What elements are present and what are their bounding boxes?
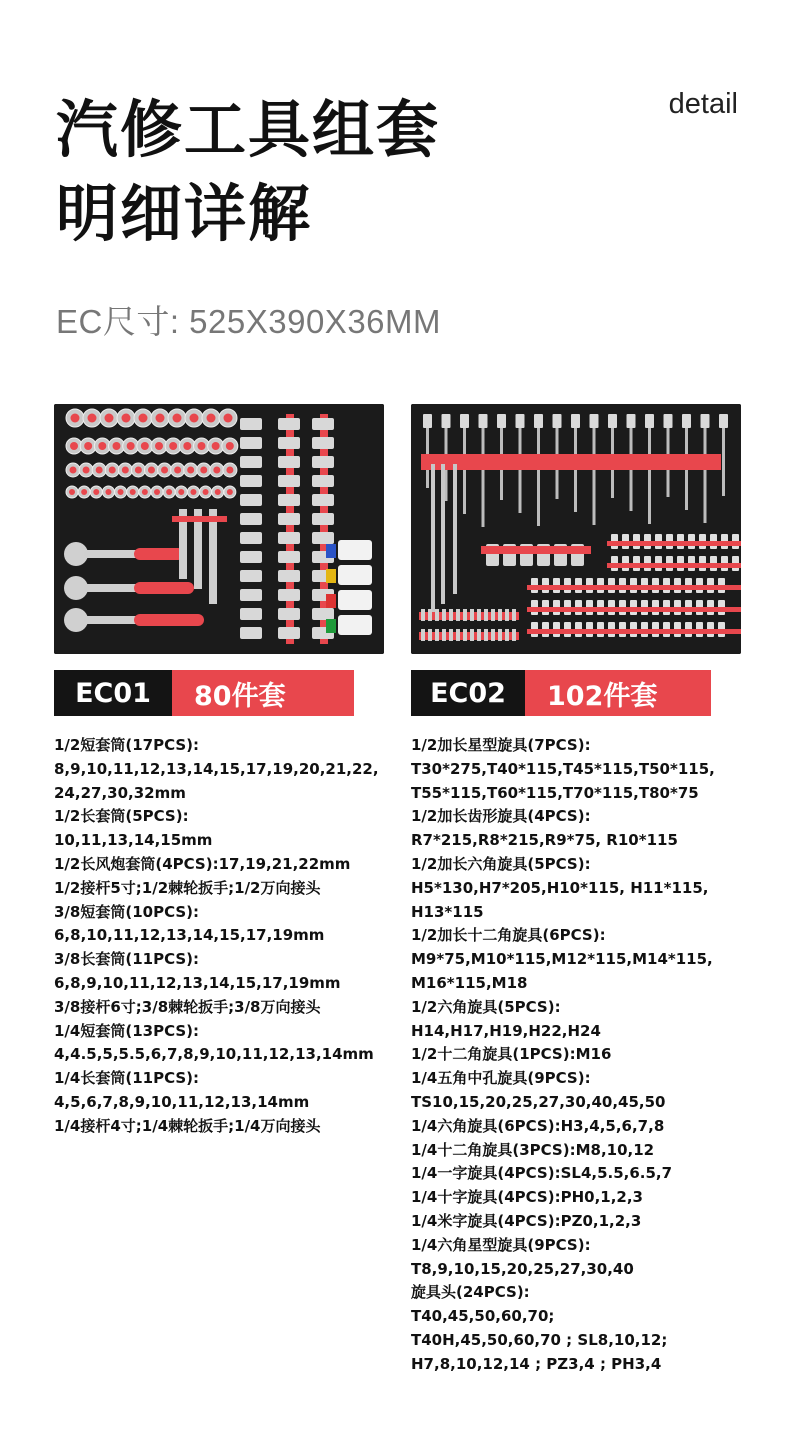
ec01-contents-list	[54, 734, 379, 1139]
spec-line: T40,45,50,60,70;	[411, 1307, 555, 1326]
spec-line: 1/2六角旋具(5PCS):	[411, 997, 561, 1016]
spec-line: 1/4十二角旋具(3PCS):M8,10,12	[411, 1140, 655, 1159]
spec-line: H13*115	[411, 902, 484, 921]
spec-line: 1/4短套筒(13PCS):	[54, 1021, 200, 1040]
spec-line: 1/2加长星型旋具(7PCS):	[411, 736, 591, 754]
spec-line: 1/2加长十二角旋具(6PCS):	[411, 926, 606, 945]
spec-line: 10,11,13,14,15mm	[54, 831, 213, 850]
spec-line: M9*75,M10*115,M12*115,M14*115,	[411, 950, 713, 969]
detail-label: detail	[668, 88, 738, 120]
ec02-code: EC02	[411, 670, 525, 716]
ec02-contents-list	[411, 734, 715, 1377]
spec-line: 1/4长套筒(11PCS):	[54, 1069, 200, 1088]
ec02-tray-illustration	[411, 404, 741, 654]
spec-line: R7*215,R8*215,R9*75, R10*115	[411, 831, 678, 850]
size-spec: EC尺寸: 525X390X36MM	[56, 303, 442, 340]
spec-line: 1/4米字旋具(4PCS):PZ0,1,2,3	[411, 1211, 642, 1230]
spec-line: H5*130,H7*205,H10*115, H11*115,	[411, 878, 709, 897]
spec-line: T30*275,T40*115,T45*115,T50*115,	[411, 759, 715, 778]
page-title	[56, 88, 440, 256]
spec-line: M16*115,M18	[411, 973, 528, 992]
spec-line: T8,9,10,15,20,25,27,30,40	[411, 1259, 634, 1278]
spec-line: 1/2十二角旋具(1PCS):M16	[411, 1045, 612, 1064]
spec-line: 3/8短套筒(10PCS):	[54, 902, 200, 921]
spec-line: 1/2长套筒(5PCS):	[54, 807, 189, 826]
spec-line: 6,8,10,11,12,13,14,15,17,19mm	[54, 926, 325, 945]
spec-line: 1/4六角星型旋具(9PCS):	[411, 1235, 591, 1254]
spec-line: 1/2加长六角旋具(5PCS):	[411, 854, 591, 873]
spec-line: 1/4接杆4寸;1/4棘轮扳手;1/4万向接头	[54, 1116, 321, 1135]
spec-line: TS10,15,20,25,27,30,40,45,50	[411, 1092, 666, 1111]
ec02-count: 102件套	[525, 670, 711, 716]
spec-line: 1/2长风炮套筒(4PCS):17,19,21,22mm	[54, 854, 351, 873]
ec01-tray-image	[54, 404, 384, 654]
spec-line: 4,5,6,7,8,9,10,11,12,13,14mm	[54, 1092, 310, 1111]
spec-line: 旋具头(24PCS):	[411, 1283, 530, 1302]
spec-line: 1/2短套筒(17PCS):	[54, 736, 200, 754]
spec-line: T40H,45,50,60,70 ; SL8,10,12;	[411, 1330, 668, 1349]
spec-line: T55*115,T60*115,T70*115,T80*75	[411, 783, 699, 802]
ec01-tray-illustration	[54, 404, 384, 654]
ec02-tray-image	[411, 404, 741, 654]
spec-line: 1/4六角旋具(6PCS):H3,4,5,6,7,8	[411, 1116, 665, 1135]
ec01-count: 80件套	[172, 670, 354, 716]
spec-line: 3/8长套筒(11PCS):	[54, 950, 200, 969]
spec-line: H14,H17,H19,H22,H24	[411, 1021, 601, 1040]
title-line-2: 明细详解	[56, 177, 313, 250]
spec-line: 4,4.5,5,5.5,6,7,8,9,10,11,12,13,14mm	[54, 1045, 374, 1064]
spec-line: 1/2接杆5寸;1/2棘轮扳手;1/2万向接头	[54, 878, 321, 897]
ec01-code: EC01	[54, 670, 172, 716]
spec-line: 1/4五角中孔旋具(9PCS):	[411, 1069, 591, 1088]
title-line-1: 汽修工具组套	[56, 93, 441, 166]
spec-line: 3/8接杆6寸;3/8棘轮扳手;3/8万向接头	[54, 997, 321, 1016]
spec-line: 24,27,30,32mm	[54, 783, 186, 802]
spec-line: 8,9,10,11,12,13,14,15,17,19,20,21,22,	[54, 759, 379, 778]
spec-line: 1/2加长齿形旋具(4PCS):	[411, 807, 591, 826]
spec-line: 6,8,9,10,11,12,13,14,15,17,19mm	[54, 973, 341, 992]
spec-line: 1/4十字旋具(4PCS):PH0,1,2,3	[411, 1188, 643, 1207]
ec01-label	[54, 670, 354, 716]
ec02-label	[411, 670, 711, 716]
spec-line: 1/4一字旋具(4PCS):SL4,5.5,6.5,7	[411, 1164, 673, 1183]
spec-line: H7,8,10,12,14 ; PZ3,4 ; PH3,4	[411, 1354, 662, 1373]
